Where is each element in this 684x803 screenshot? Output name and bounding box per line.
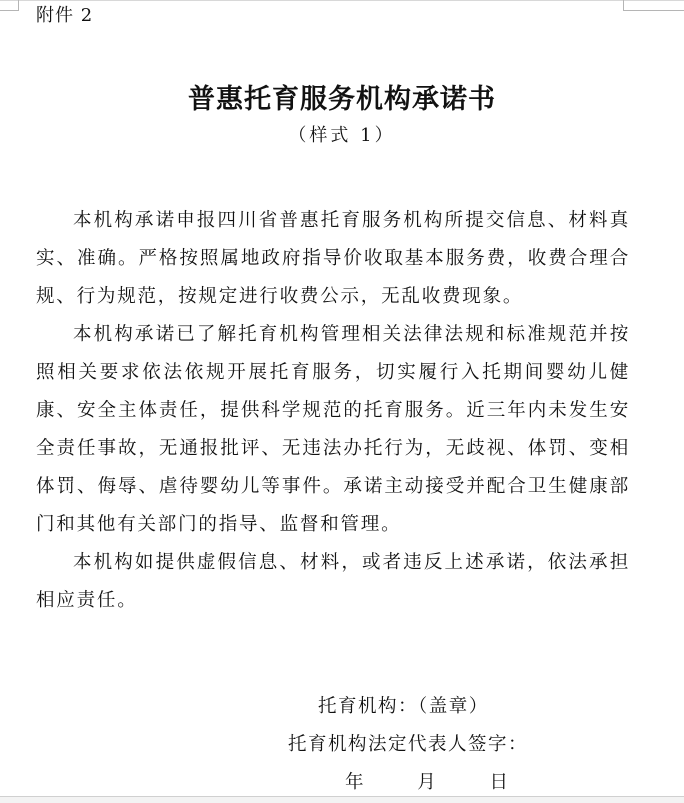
- representative-signature-label: 托育机构法定代表人签字：: [288, 734, 529, 755]
- attachment-label: 附件 2: [36, 5, 94, 26]
- paragraph-legal-compliance: 本机构承诺已了解托育机构管理相关法律法规和标准规范并按照相关要求依法依规开展托育服务，切实履行入托期间婴幼儿健康、安全主体责任，提供科学规范的托育服务。近三年内未发生安全责任事故，无通报批评、无违法办托行为，无歧视、体罚、变相体罚、侮辱、虐待婴幼儿等事件。承诺主动接受并配合卫生健康部门和其他有关部门的指导、监督和管理。: [36, 324, 630, 535]
- signature-date-label: 年 月 日: [345, 772, 511, 793]
- page-corner-mark-right: [623, 0, 684, 11]
- paragraph-information-accuracy: 本机构承诺申报四川省普惠托育服务机构所提交信息、材料真实、准确。严格按照属地政府指导价收取基本服务费，收费合理合规、行为规范，按规定进行收费公示，无乱收费现象。: [36, 210, 630, 307]
- page-corner-mark-left: [0, 0, 19, 11]
- organization-seal-label: 托育机构：（盖章）: [318, 696, 489, 717]
- paragraph-liability: 本机构如提供虚假信息、材料，或者违反上述承诺，依法承担相应责任。: [36, 552, 630, 611]
- document-subtitle: （样式 1）: [288, 125, 396, 146]
- page-top-edge: [0, 0, 684, 1]
- document-body: [36, 202, 630, 620]
- document-title: 普惠托育服务机构承诺书: [188, 84, 496, 115]
